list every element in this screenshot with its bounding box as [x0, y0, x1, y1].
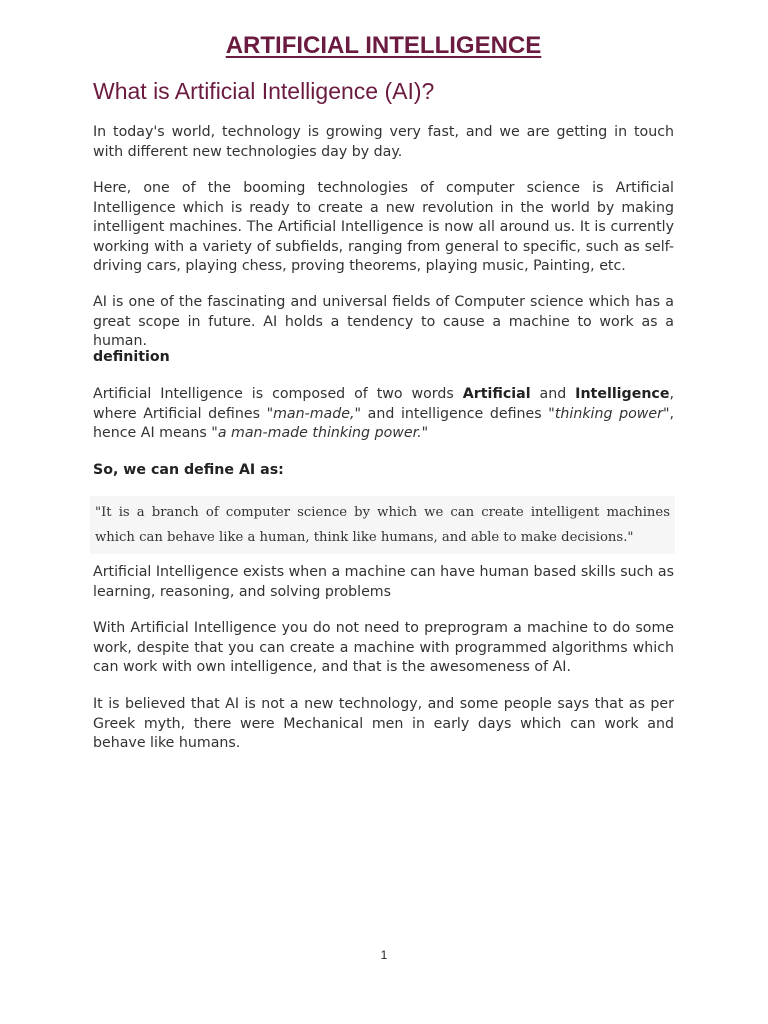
preprogram-paragraph: With Artificial Intelligence you do not need to preprogram a machine to do some work, despite that you can create a machine with programmed algorithms which can work with own intelligence, and that is the awesomeness of AI.: [93, 620, 674, 675]
definition-text-1: Artificial Intelligence is composed of two words: [93, 386, 463, 402]
definition-quote: "It is a branch of computer science by which we can create intelligent machines which can behave like a human, think like humans, and able to make decisions.": [90, 496, 675, 554]
myth-paragraph: It is believed that AI is not a new technology, and some people says that as per Greek myth, there were Mechanical men in early days which can work and behave like humans.: [93, 696, 674, 751]
definition-text-4: " and intelligence defines ": [354, 405, 555, 422]
word-intelligence: Intelligence: [575, 386, 670, 402]
definition-label: definition: [93, 349, 170, 365]
definition-text-5: ", hence AI means ": [93, 405, 674, 441]
section-heading: What is Artificial Intelligence (AI)?: [93, 78, 435, 104]
exists-paragraph: Artificial Intelligence exists when a machine can have human based skills such as learning, reasoning, and solving problems: [93, 564, 674, 600]
phrase-man-made: man-made,: [273, 405, 355, 422]
fascinating-paragraph: AI is one of the fascinating and universal fields of Computer science which has a great scope in future. AI holds a tendency to cause a machine to work as a human.: [93, 294, 674, 349]
definition-paragraph: [93, 385, 674, 444]
definition-text-6: ": [421, 425, 429, 441]
page-number: 1: [380, 948, 388, 962]
define-ai-label: So, we can define AI as:: [93, 462, 284, 478]
booming-paragraph: Here, one of the booming technologies of computer science is Artificial Intelligence which is ready to create a new revolution in the world by making intelligent machines. The Artificial Intelligence is now all around us. It is currently working with a variety of subfields, ranging from general to specific, such as self-driving cars, playing chess, proving theorems, playing music, Painting, etc.: [93, 180, 674, 274]
intro-paragraph: In today's world, technology is growing very fast, and we are getting in touch with different new technologies day by day.: [93, 124, 674, 160]
definition-text-3: , where Artificial defines ": [93, 386, 674, 422]
phrase-thinking-power: thinking power: [554, 405, 663, 422]
phrase-man-made-thinking-power: a man-made thinking power.: [217, 425, 422, 441]
document-title: ARTIFICIAL INTELLIGENCE: [225, 32, 542, 59]
word-artificial: Artificial: [462, 386, 531, 402]
definition-text-2: and: [530, 386, 576, 402]
